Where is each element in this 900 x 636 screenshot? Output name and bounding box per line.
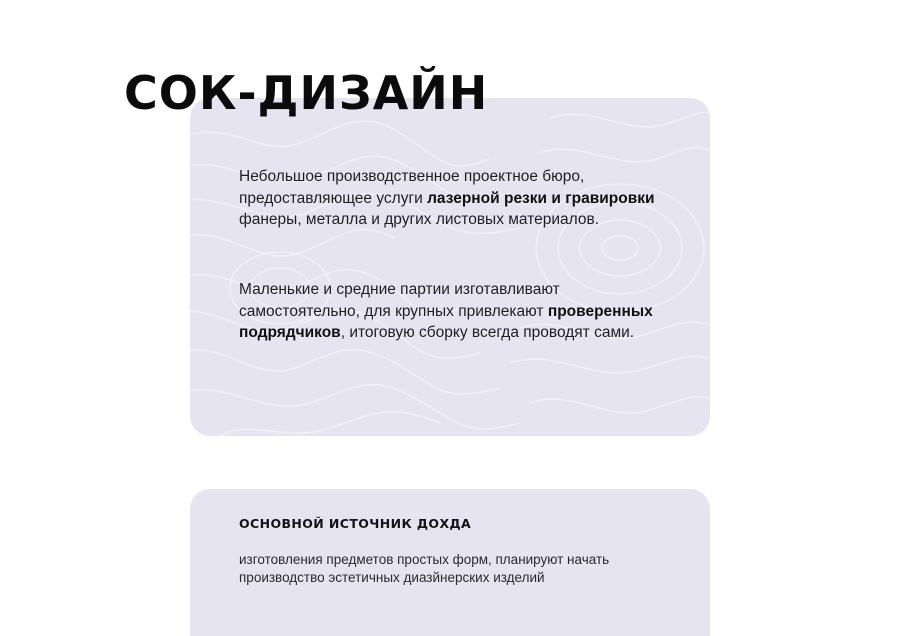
about-card [190, 98, 710, 436]
page-title: СОК-ДИЗАЙН [124, 66, 489, 120]
about-p2-start: Маленькие и средние партии изготавливают самостоятельно, для крупных привлекают [239, 281, 560, 320]
income-card [190, 489, 710, 636]
about-p2-end: , итоговую сборку всегда проводят сами. [340, 324, 635, 341]
income-heading: ОСНОВНОЙ ИСТОЧНИК ДОХДА [239, 516, 472, 531]
about-paragraph-1 [239, 166, 679, 231]
topographic-pattern [190, 98, 710, 436]
about-p2-highlight: проверенных подрядчиков [239, 302, 653, 341]
about-paragraph-2 [239, 279, 679, 344]
about-p1-highlight: лазерной резки и гравировки [427, 189, 655, 207]
about-p1-start: Небольшое производственное проектное бюро, предоставляющее услуги [239, 168, 585, 207]
about-p1-end: фанеры, металла и других листовых материалов. [239, 211, 600, 228]
income-text: изготовления предметов простых форм, планируют начать производство эстетичных диазйнерских изделий [239, 552, 610, 585]
